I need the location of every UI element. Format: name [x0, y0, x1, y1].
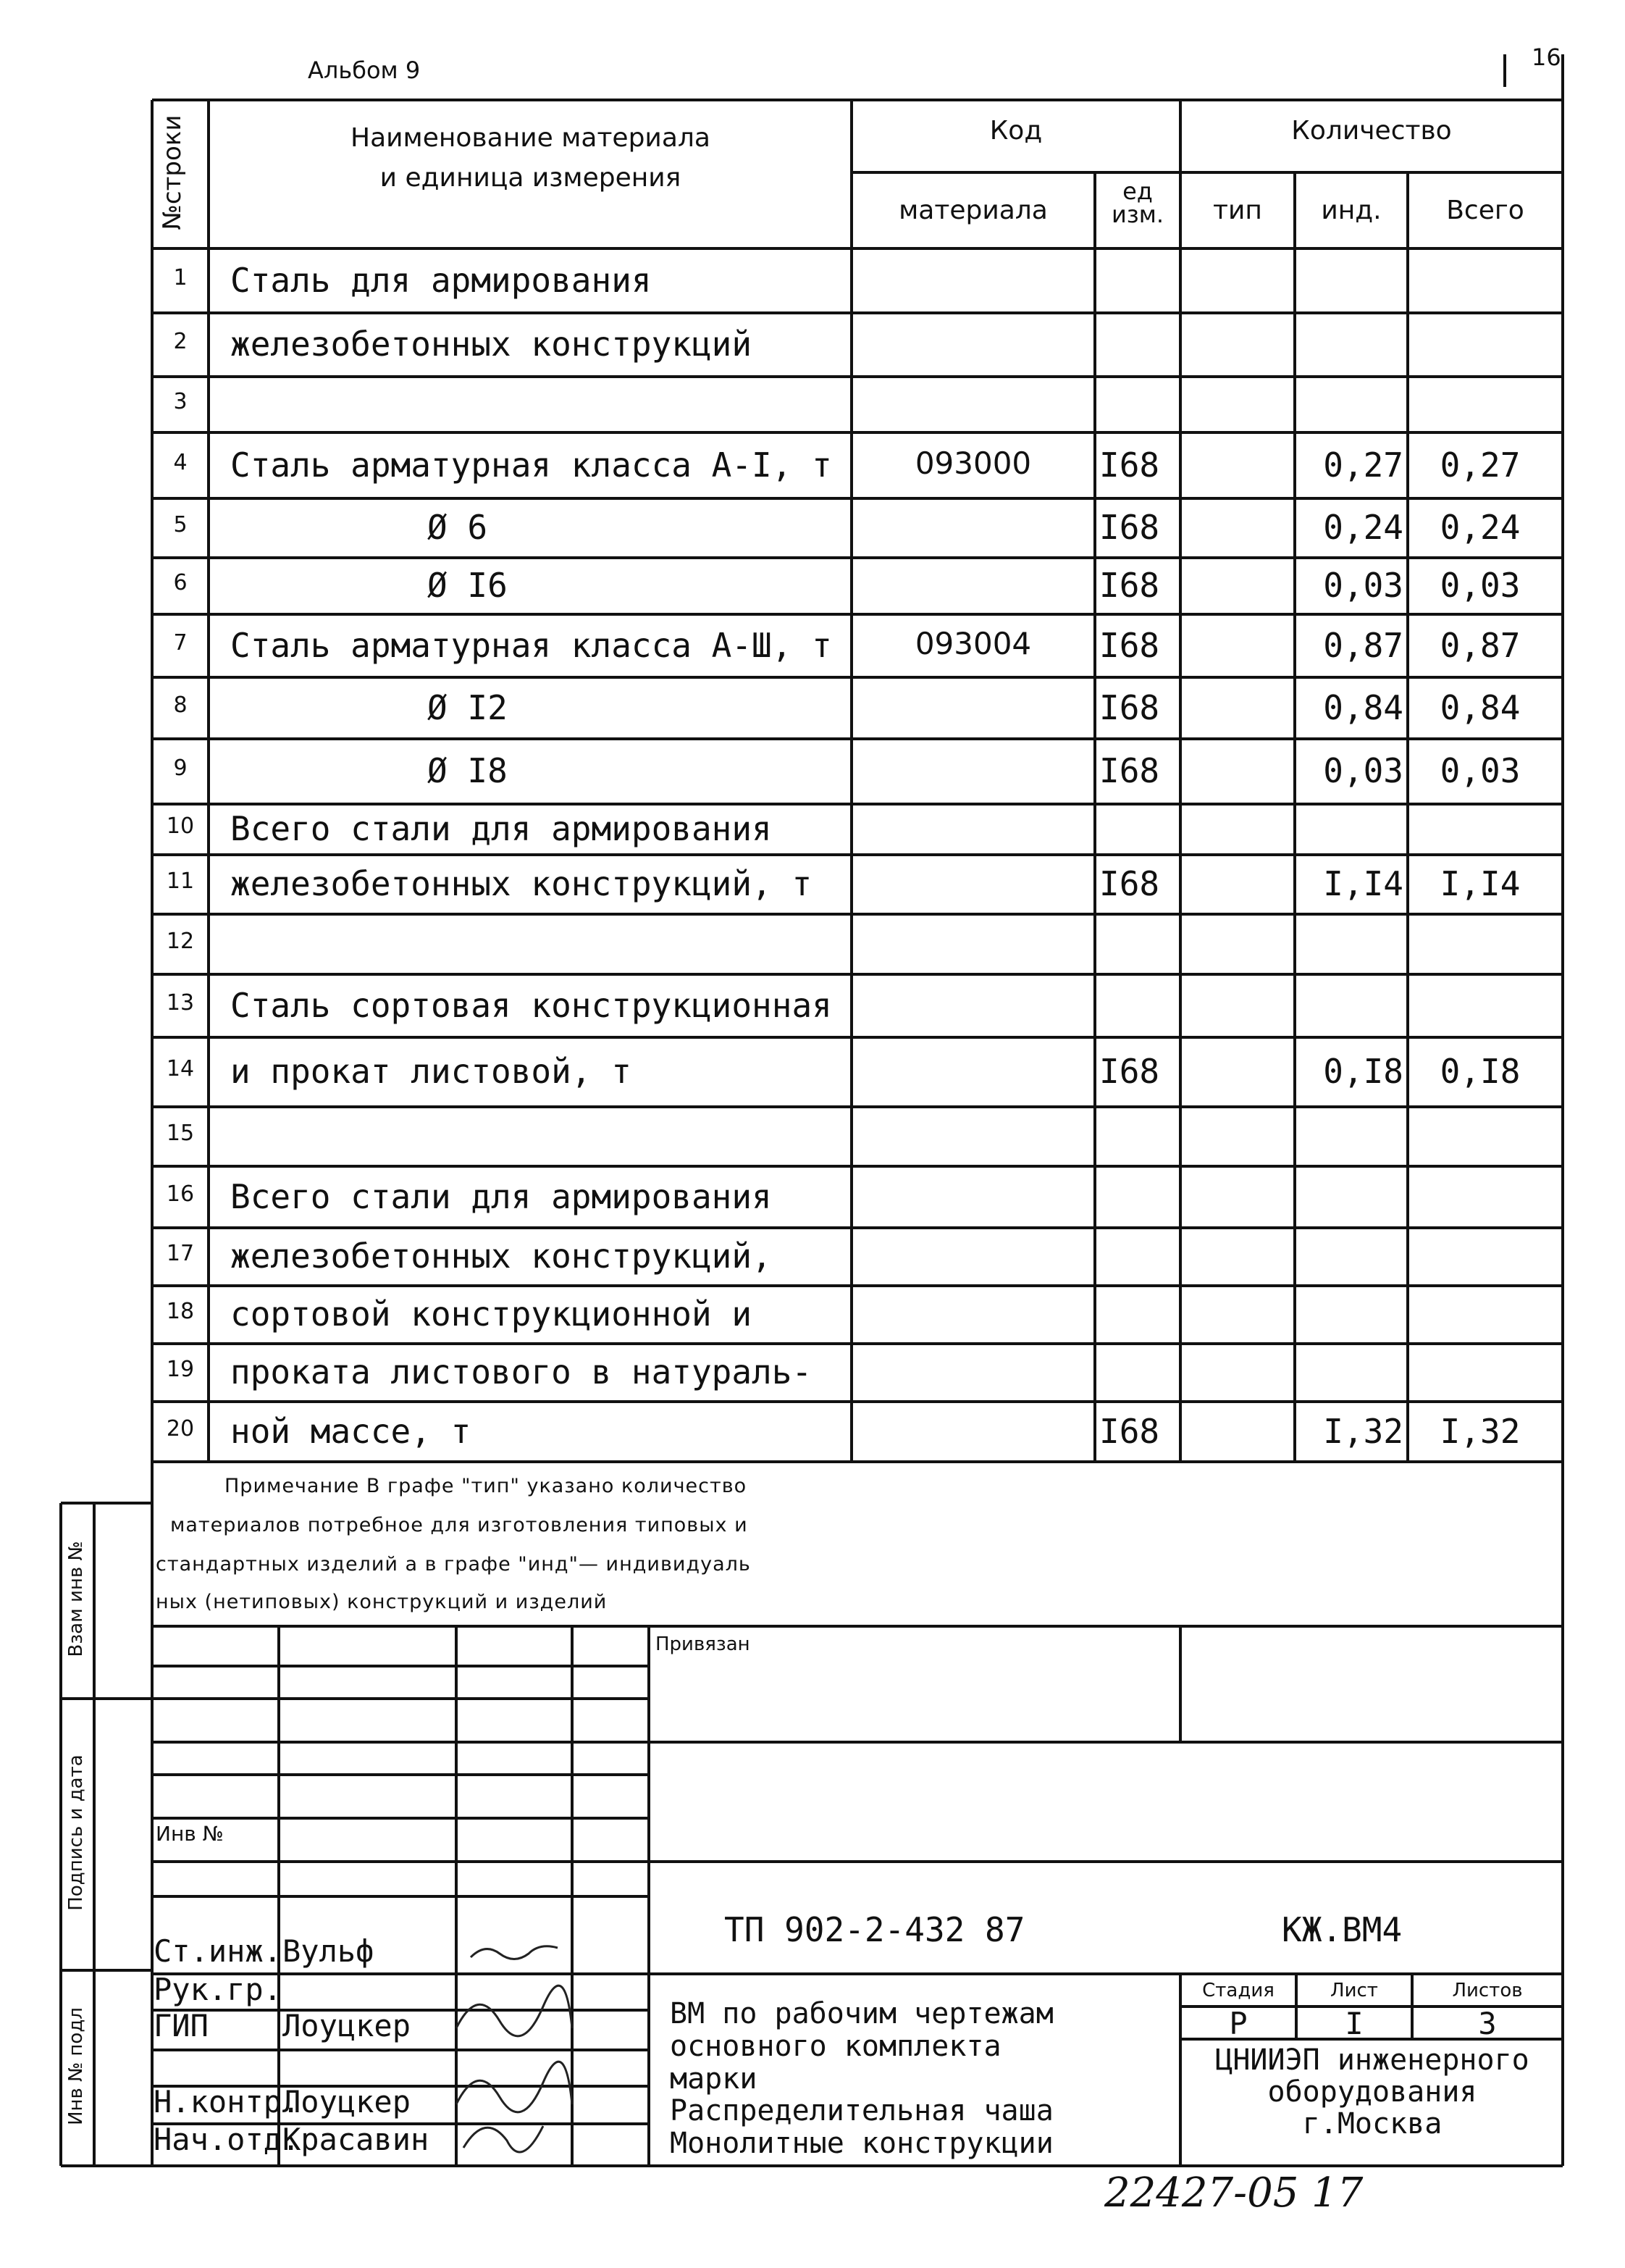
stamp-title-line3: марки: [670, 2062, 757, 2096]
material-code: 093000: [915, 445, 1032, 481]
quantity-ind: I,I4: [1323, 864, 1403, 903]
signer-role: Н.контр.: [154, 2084, 301, 2120]
signer-name: Лоуцкер: [282, 2008, 411, 2043]
row-number: 1: [173, 264, 188, 290]
signer-role: Нач.отд.: [154, 2122, 301, 2157]
unit-code: I68: [1099, 687, 1160, 727]
quantity-total: 0,27: [1440, 445, 1521, 485]
quantity-ind: 0,87: [1323, 625, 1403, 665]
unit-code: I68: [1099, 751, 1160, 790]
album-label: Альбом 9: [308, 57, 421, 84]
footer-number: 22427-05 17: [1104, 2169, 1364, 2217]
header-row-no: №строки: [158, 114, 187, 230]
quantity-total: 0,87: [1440, 625, 1521, 665]
row-number: 18: [166, 1299, 195, 1324]
header-code: Код: [989, 116, 1043, 146]
material-code: 093004: [915, 625, 1032, 661]
row-number: 4: [173, 449, 188, 475]
signer-role: ГИП: [154, 2008, 209, 2043]
row-number: 12: [166, 928, 195, 954]
header-type: тип: [1213, 196, 1262, 225]
stamp-title-line2: основного комплекта: [670, 2029, 1002, 2063]
material-name: Ø I6: [427, 566, 508, 605]
row-number: 14: [166, 1056, 195, 1081]
note-line4: ных (нетиповых) конструкций и изделий: [156, 1591, 608, 1613]
stamp-sheets: 3: [1478, 2006, 1497, 2041]
signer-name: Лоуцкер: [282, 2084, 411, 2120]
header-material: материала: [899, 196, 1048, 225]
signer-name: Красавин: [282, 2122, 429, 2157]
material-name: Сталь сортовая конструкционная: [230, 985, 832, 1025]
row-number: 11: [166, 869, 195, 894]
row-number: 5: [173, 512, 188, 537]
header-total: Всего: [1446, 196, 1524, 225]
material-name: Сталь арматурная класса А-I, т: [230, 445, 832, 485]
quantity-ind: 0,03: [1323, 751, 1403, 790]
stamp-title-line5: Монолитные конструкции: [670, 2127, 1054, 2161]
side-signature-date: Подпись и дата: [65, 1754, 87, 1911]
quantity-ind: 0,03: [1323, 566, 1403, 605]
unit-code: I68: [1099, 508, 1160, 547]
row-number: 9: [173, 756, 188, 781]
row-number: 10: [166, 813, 195, 839]
quantity-ind: 0,27: [1323, 445, 1403, 485]
material-name: Сталь для армирования: [230, 260, 652, 300]
material-name: Всего стали для армирования: [230, 809, 772, 848]
quantity-total: 0,03: [1440, 566, 1521, 605]
quantity-ind: I,32: [1323, 1411, 1403, 1451]
material-name: Сталь арматурная класса А-Ш, т: [230, 625, 832, 665]
row-number: 6: [173, 570, 188, 595]
stamp-sheets-label: Листов: [1452, 1980, 1523, 2001]
row-number: 8: [173, 692, 188, 718]
header-unit-line2: изм.: [1111, 201, 1164, 228]
stamp-title-line4: Распределительная чаша: [670, 2094, 1054, 2128]
material-name: железобетонных конструкций: [230, 325, 752, 364]
material-name: Всего стали для армирования: [230, 1176, 772, 1216]
row-number: 15: [166, 1121, 195, 1146]
row-number: 20: [166, 1415, 195, 1441]
row-number: 19: [166, 1357, 195, 1382]
stamp-org-line1: ЦНИИЭП инженерного: [1215, 2043, 1529, 2077]
stamp-title: [670, 1998, 1054, 2160]
side-inv-podl: Инв № подл: [65, 2007, 87, 2125]
stamp-org-line3: г.Москва: [1302, 2107, 1443, 2141]
header-name-line1: Наименование материала: [350, 123, 710, 153]
row-number: 17: [166, 1241, 195, 1266]
note-line1: Примечание В графе "тип" указано количество: [224, 1475, 747, 1497]
quantity-total: 0,24: [1440, 508, 1521, 547]
header-unit: [1095, 177, 1180, 228]
header-quantity: Количество: [1291, 116, 1452, 146]
quantity-total: 0,I8: [1440, 1052, 1521, 1091]
quantity-ind: 0,84: [1323, 687, 1403, 727]
quantity-total: 0,84: [1440, 687, 1521, 727]
quantity-ind: 0,I8: [1323, 1052, 1403, 1091]
material-name: ной массе, т: [230, 1411, 471, 1451]
note-line3: стандартных изделий а в графе "инд"— индивидуаль: [156, 1553, 751, 1576]
signer-role: Ст.инж.: [154, 1933, 282, 1969]
stamp-title-line1: ВМ по рабочим чертежам: [670, 1997, 1054, 2030]
quantity-total: 0,03: [1440, 751, 1521, 790]
header-unit-line1: ед: [1122, 177, 1153, 205]
header-ind: инд.: [1321, 196, 1382, 225]
note-line2: материалов потребное для изготовления типовых и: [170, 1514, 748, 1536]
material-name: проката листового в натураль-: [230, 1352, 812, 1392]
stamp-privyazan: Привязан: [655, 1633, 750, 1655]
stamp-doc-code: ТП 902-2-432 87: [724, 1910, 1025, 1949]
unit-code: I68: [1099, 625, 1160, 665]
unit-code: I68: [1099, 864, 1160, 903]
material-name: сортовой конструкционной и: [230, 1294, 752, 1334]
unit-code: I68: [1099, 566, 1160, 605]
side-vzam-inv: Взам инв №: [65, 1541, 87, 1657]
unit-code: I68: [1099, 1052, 1160, 1091]
unit-code: I68: [1099, 445, 1160, 485]
signature-vulf: [471, 1946, 558, 1959]
stamp-stage: Р: [1229, 2006, 1248, 2041]
row-number: 16: [166, 1181, 195, 1207]
quantity-ind: 0,24: [1323, 508, 1403, 547]
header-name: [210, 123, 851, 193]
stamp-inv-no: Инв №: [156, 1822, 224, 1846]
quantity-total: I,32: [1440, 1411, 1521, 1451]
stamp-sheet: I: [1345, 2006, 1364, 2041]
header-name-line2: и единица измерения: [379, 163, 681, 193]
unit-code: I68: [1099, 1411, 1160, 1451]
signature-krasavin: [463, 2126, 543, 2152]
material-name: Ø 6: [427, 508, 488, 547]
quantity-total: I,I4: [1440, 864, 1521, 903]
sheet-number: 16: [1532, 43, 1561, 71]
signer-role: Рук.гр.: [154, 1972, 282, 2007]
row-number: 7: [173, 629, 188, 656]
stamp-mark: КЖ.ВМ4: [1282, 1910, 1403, 1949]
material-name: Ø I2: [427, 687, 508, 727]
row-number: 2: [173, 329, 188, 354]
material-name: Ø I8: [427, 751, 508, 790]
material-name: железобетонных конструкций,: [230, 1236, 772, 1276]
signer-name: Вульф: [282, 1933, 374, 1969]
row-number: 3: [173, 388, 188, 414]
material-name: железобетонных конструкций, т: [230, 864, 812, 903]
stamp-org-line2: оборудования: [1267, 2075, 1477, 2109]
stamp-sheet-label: Лист: [1330, 1980, 1378, 2001]
row-number: 13: [166, 989, 195, 1016]
stamp-organization: [1182, 2044, 1563, 2140]
stamp-stage-label: Стадия: [1202, 1980, 1275, 2001]
material-name: и прокат листовой, т: [230, 1052, 631, 1091]
